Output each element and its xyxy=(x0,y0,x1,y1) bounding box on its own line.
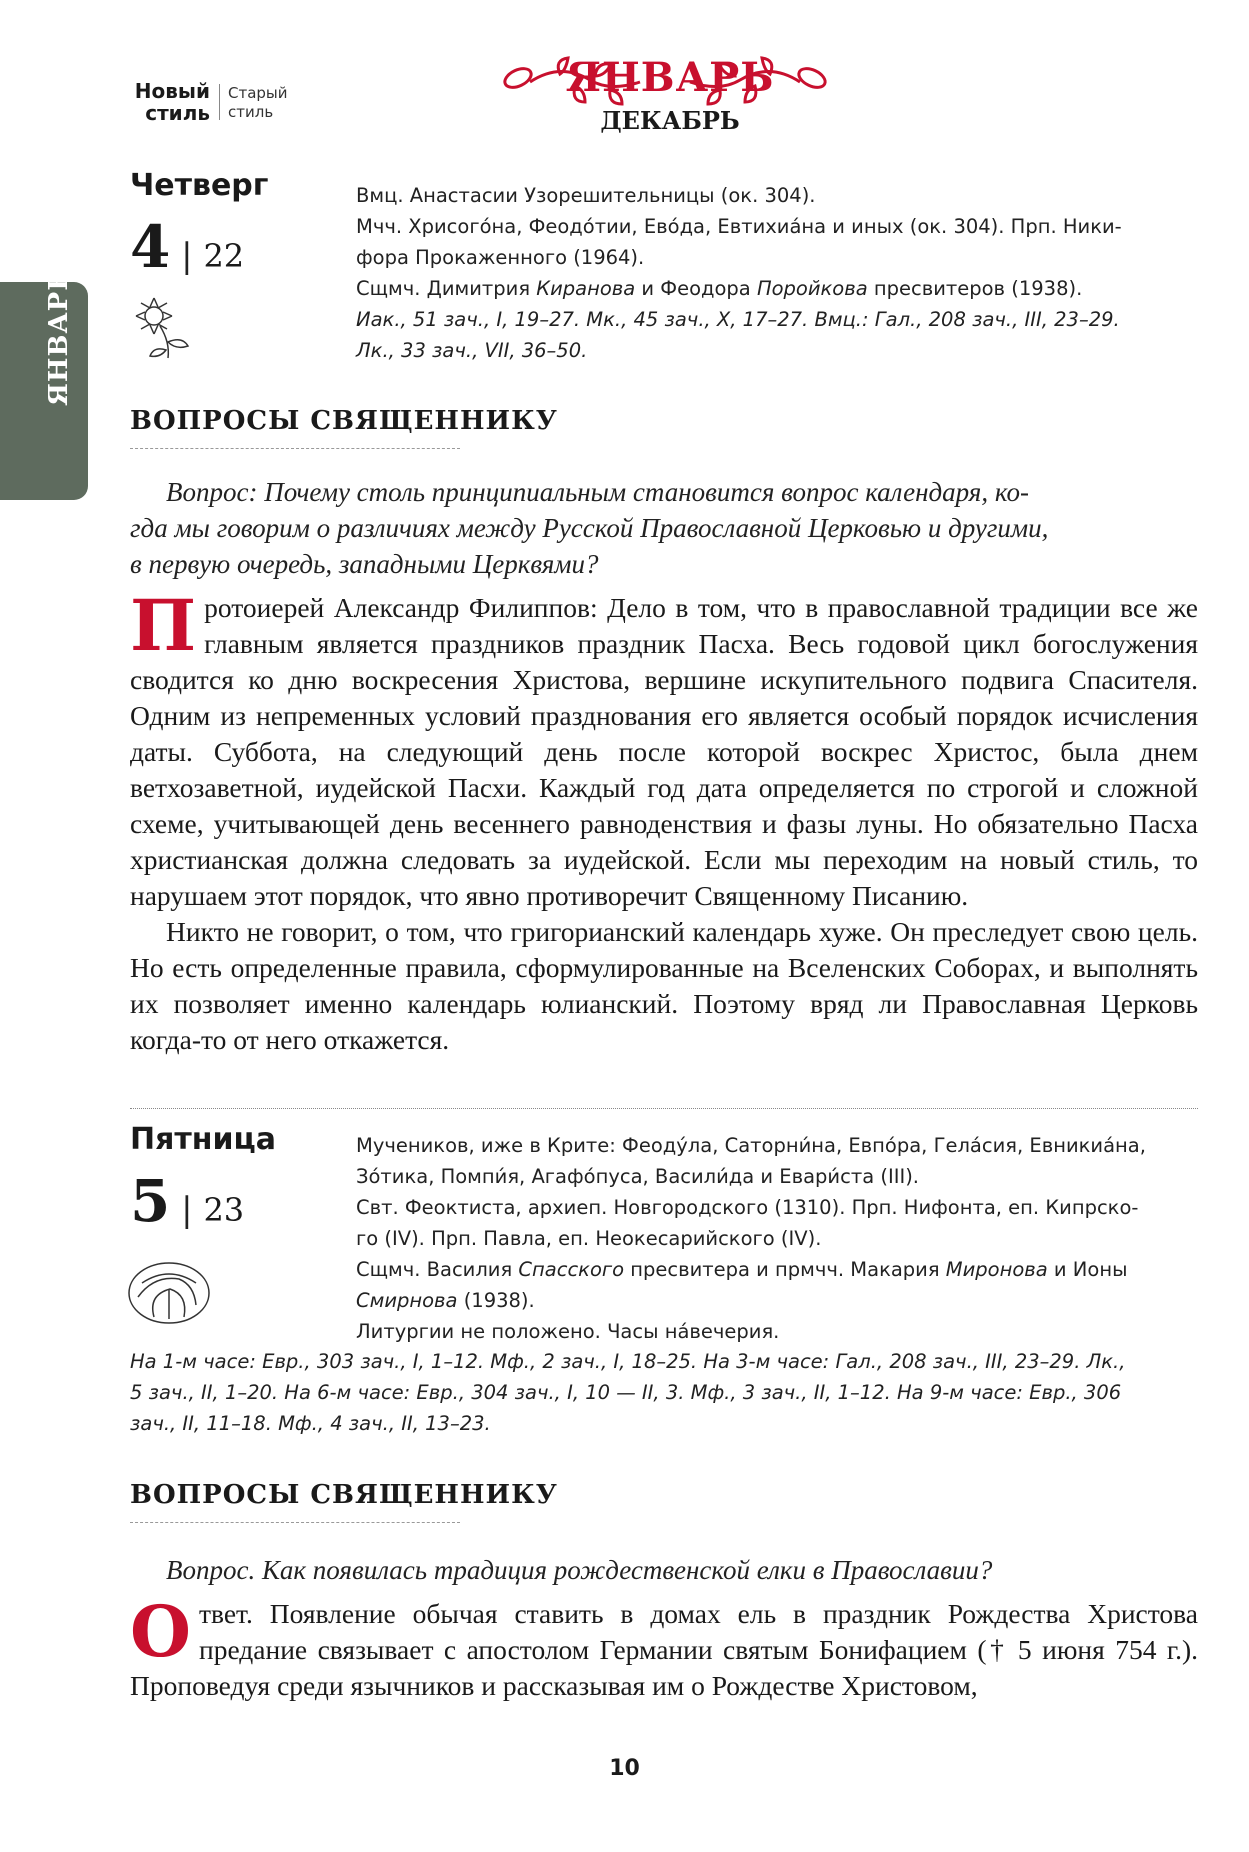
day2-liturgy-note: Литургии не положено. Часы на́вечерия. xyxy=(356,1320,780,1343)
text-span: и Феодора xyxy=(635,277,757,300)
page-number: 10 xyxy=(609,1756,640,1781)
question-line: гда мы говорим о различиях между Русской Православной Церковью и другими, xyxy=(130,513,1049,543)
surname: Миронова xyxy=(945,1258,1048,1281)
day1-old-date: 22 xyxy=(203,237,245,275)
answer-paragraph: ротоиерей Александр Филиппов: Дело в том, что в православной традиции все же главным является праздников праздник Пасха. Весь годовой цикл богослужения сводится ко дню воскресения Христова, вершине искупительного подвига Спасителя. Одним из непременных условий празднования его является особый порядок исчисления даты. Суббота, на следующий день после которой воскрес Христос, была днем ветхозаветной, иудейской Пасхи. Каждый год дата определяется по строгой и сложной схеме, учитывающей день весеннего равноденствия и фазы луны. Но обязательно Пасха христианская должна следовать за иудейской. Если мы переходим на новый стиль, то нарушаем этот порядок, что явно противоречит Священному Писанию. xyxy=(130,592,1198,911)
sunflower-icon xyxy=(130,292,200,362)
day1-readings: Лк., 33 зач., VII, 36–50. xyxy=(356,339,588,362)
day1-weekday: Четверг xyxy=(130,168,269,203)
new-style-line2: стиль xyxy=(145,101,210,125)
day2-weekday: Пятница xyxy=(130,1122,276,1157)
day1-saint-line: Мчч. Хрисого́на, Феодо́тии, Ево́да, Евтихиа́на и иных (ок. 304). Прп. Ники- xyxy=(356,215,1122,238)
readings-line: зач., II, 11–18. Мф., 4 зач., II, 13–23. xyxy=(130,1412,491,1435)
text-span: Сщмч. Димитрия xyxy=(356,277,537,300)
section1-question xyxy=(130,474,1198,582)
day2-saint-line: Свт. Феоктиста, архиеп. Новгородского (1310). Прп. Нифонта, еп. Кипрско- xyxy=(356,1196,1139,1219)
day2-saint-line: Мучеников, иже в Крите: Феоду́ла, Саторни́на, Евпо́ра, Гела́сия, Евникиа́на, xyxy=(356,1134,1146,1157)
day2-saint-line: Зо́тика, Помпи́я, Агафо́пуса, Васили́да и Евари́ста (III). xyxy=(356,1165,920,1188)
day1-new-date: 4 xyxy=(130,213,171,281)
surname: Спасского xyxy=(518,1258,625,1281)
day1-hieromartyrs xyxy=(356,273,1196,304)
section2-answer xyxy=(130,1590,1198,1704)
month-side-tab xyxy=(0,268,88,500)
day1-saint-line: фора Прокаженного (1964). xyxy=(356,246,645,269)
old-style-label xyxy=(228,84,288,122)
day2-saint-line: го (IV). Прп. Павла, еп. Неокесарийского (IV). xyxy=(356,1227,822,1250)
old-month-title: ДЕКАБРЬ xyxy=(600,106,740,135)
style-divider xyxy=(219,84,220,120)
day2-old-date: 23 xyxy=(203,1191,245,1229)
text-span: и Ионы xyxy=(1047,1258,1128,1281)
surname: Киранова xyxy=(536,277,636,300)
day1-saint-line: Вмц. Анастасии Узорешительницы (ок. 304). xyxy=(356,184,816,207)
text-span: Сщмч. Василия xyxy=(356,1258,519,1281)
cabbage-icon xyxy=(124,1255,214,1327)
section2-underline xyxy=(130,1522,460,1524)
new-style-line1: Новый xyxy=(134,79,210,103)
month-title: ЯНВАРЬ xyxy=(565,54,775,101)
day1-saints xyxy=(356,180,1196,366)
day2-date: 5 | 23 xyxy=(130,1167,245,1235)
side-tab-label: ЯНВАРЬ xyxy=(44,268,74,406)
dropcap: О xyxy=(130,1590,191,1673)
answer-paragraph: Никто не говорит, о том, что григорианский календарь хуже. Он преследует свою цель. Но есть определенные правила, сформулированные на Вселенских Соборах, и выполнять их позволяет именно календарь юлианский. Поэтому вряд ли Православная Церковь когда-то от него откажется. xyxy=(130,916,1198,1055)
section1-title: ВОПРОСЫ СВЯЩЕННИКУ xyxy=(130,406,558,436)
day2-hieromartyrs xyxy=(356,1254,1204,1285)
old-style-line1: Старый xyxy=(228,84,288,102)
section2-title: ВОПРОСЫ СВЯЩЕННИКУ xyxy=(130,1480,558,1510)
readings-line: 5 зач., II, 1–20. На 6-м часе: Евр., 304 зач., I, 10 — II, 3. Мф., 3 зач., II, 1–12. На 9-м часе: Евр., 306 xyxy=(130,1381,1122,1404)
divider xyxy=(130,1108,1198,1109)
text-span: пресвитера и прмчч. Макария xyxy=(624,1258,946,1281)
day1-date: 4 | 22 xyxy=(130,213,245,281)
day1-readings: Иак., 51 зач., I, 19–27. Мк., 45 зач., Х, 17–27. Вмц.: Гал., 208 зач., III, 23–29. xyxy=(356,308,1120,331)
surname: Смирнова xyxy=(356,1289,458,1312)
day2-readings xyxy=(130,1346,1206,1439)
section1-answer xyxy=(130,584,1198,1058)
text-span: пресвитеров (1938). xyxy=(867,277,1083,300)
section1-underline xyxy=(130,448,460,450)
day2-saints xyxy=(356,1130,1204,1347)
new-style-label xyxy=(130,80,210,124)
surname: Поройкова xyxy=(756,277,868,300)
old-style-line2: стиль xyxy=(228,103,274,121)
day2-new-date: 5 xyxy=(130,1167,171,1235)
question-line: в первую очередь, западными Церквями? xyxy=(130,549,599,579)
readings-line: На 1-м часе: Евр., 303 зач., I, 1–12. Мф., 2 зач., I, 18–25. На 3-м часе: Гал., 208 зач., III, 23–29. Лк., xyxy=(130,1350,1126,1373)
answer-paragraph: твет. Появление обычая ставить в домах ель в праздник Рождества Христова предание связывает с апостолом Германии святым Бонифацием († 5 июня 754 г.). Проповедуя среди язычников и рассказывая им о Рождестве Христовом, xyxy=(130,1598,1198,1701)
question-line: Вопрос: Почему столь принципиальным становится вопрос календаря, ко- xyxy=(166,477,1029,507)
dropcap: П xyxy=(130,584,197,667)
text-span: (1938). xyxy=(457,1289,535,1312)
section2-question: Вопрос. Как появилась традиция рождественской елки в Православии? xyxy=(166,1555,993,1585)
